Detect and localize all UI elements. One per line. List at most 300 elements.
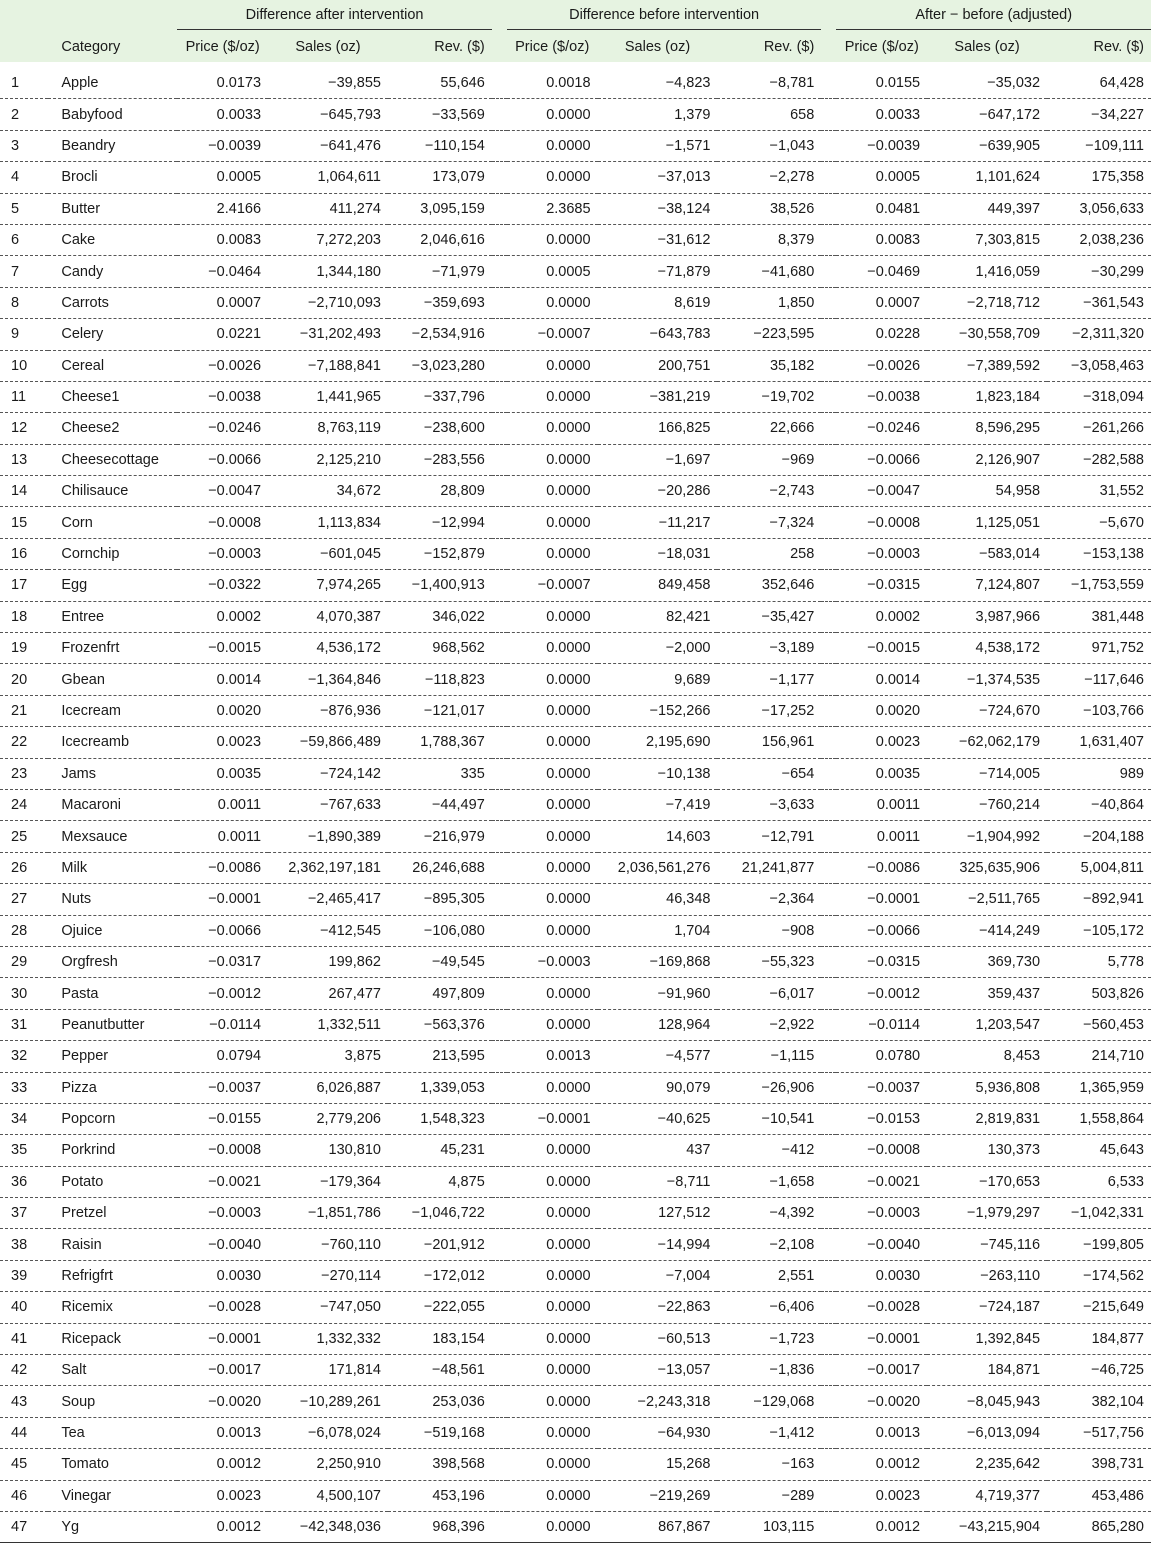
category-cell: Celery [48, 319, 177, 350]
sales-cell: −60,513 [598, 1323, 718, 1354]
column-gap [821, 633, 836, 664]
revenue-cell: −517,756 [1047, 1417, 1151, 1448]
category-column-header: Category [61, 39, 121, 55]
column-gap [492, 1386, 507, 1417]
sales-cell: 4,536,172 [268, 633, 388, 664]
price-cell: 0.0000 [507, 1511, 598, 1542]
sales-cell: 1,441,965 [268, 381, 388, 412]
revenue-cell: −3,058,463 [1047, 350, 1151, 381]
sales-cell: −2,465,417 [268, 884, 388, 915]
price-cell: 0.0012 [177, 1449, 268, 1480]
column-gap [821, 381, 836, 412]
column-gap [492, 633, 507, 664]
column-gap [492, 62, 507, 99]
sales-cell: −39,855 [268, 62, 388, 99]
column-gap [492, 1135, 507, 1166]
price-cell: −0.0315 [836, 946, 927, 977]
revenue-cell: 865,280 [1047, 1511, 1151, 1542]
revenue-cell: 31,552 [1047, 476, 1151, 507]
column-gap [492, 915, 507, 946]
price-cell: −0.0028 [177, 1292, 268, 1323]
price-cell: −0.0317 [177, 946, 268, 977]
revenue-cell: −48,561 [388, 1355, 492, 1386]
table-row [0, 758, 1151, 789]
price-cell: −0.0020 [177, 1386, 268, 1417]
sales-column-header: Sales (oz) [624, 39, 691, 55]
sales-cell: 128,964 [598, 1009, 718, 1040]
price-cell: −0.0322 [177, 570, 268, 601]
category-cell: Corn [48, 507, 177, 538]
table-row [0, 507, 1151, 538]
sales-cell: −760,110 [268, 1229, 388, 1260]
column-gap [821, 852, 836, 883]
revenue-cell: −1,043 [717, 130, 821, 161]
column-gap [821, 287, 836, 318]
sales-cell: 1,344,180 [268, 256, 388, 287]
table-row [0, 633, 1151, 664]
column-gap [821, 413, 836, 444]
row-number: 32 [0, 1041, 48, 1072]
price-cell: −0.0003 [507, 946, 598, 977]
price-cell: 0.0000 [507, 381, 598, 412]
price-cell: −0.0066 [836, 444, 927, 475]
sales-cell: 449,397 [927, 193, 1047, 224]
revenue-cell: −1,723 [717, 1323, 821, 1354]
revenue-cell: −3,023,280 [388, 350, 492, 381]
column-gap [821, 1323, 836, 1354]
sales-cell: −11,217 [598, 507, 718, 538]
sales-cell: −179,364 [268, 1166, 388, 1197]
revenue-cell: −33,569 [388, 99, 492, 130]
price-cell: −0.0464 [177, 256, 268, 287]
price-cell: 0.0002 [177, 601, 268, 632]
table-row [0, 1292, 1151, 1323]
revenue-cell: −318,094 [1047, 381, 1151, 412]
revenue-cell: −1,412 [717, 1417, 821, 1448]
revenue-cell: 1,558,864 [1047, 1103, 1151, 1134]
sales-cell: 4,500,107 [268, 1480, 388, 1511]
sales-cell: −6,013,094 [927, 1417, 1047, 1448]
sales-cell: 7,303,815 [927, 224, 1047, 255]
price-cell: 0.0000 [507, 1072, 598, 1103]
sales-cell: 2,235,642 [927, 1449, 1047, 1480]
revenue-cell: −519,168 [388, 1417, 492, 1448]
column-gap [492, 821, 507, 852]
category-cell: Potato [48, 1166, 177, 1197]
category-cell: Cornchip [48, 538, 177, 569]
sales-cell: 2,362,197,181 [268, 852, 388, 883]
table-row [0, 1260, 1151, 1291]
sales-cell: −13,057 [598, 1355, 718, 1386]
sales-cell: 7,974,265 [268, 570, 388, 601]
price-cell: 0.0000 [507, 1229, 598, 1260]
table-row [0, 130, 1151, 161]
sales-cell: 1,125,051 [927, 507, 1047, 538]
sales-cell: −381,219 [598, 381, 718, 412]
revenue-cell: −40,864 [1047, 789, 1151, 820]
price-cell: 0.0011 [177, 821, 268, 852]
sales-column-header: Sales (oz) [954, 39, 1020, 55]
sales-cell: 1,113,834 [268, 507, 388, 538]
sales-cell: −639,905 [927, 130, 1047, 161]
sales-cell: −35,032 [927, 62, 1047, 99]
sales-cell: −1,904,992 [927, 821, 1047, 852]
table-row [0, 1386, 1151, 1417]
sales-cell: 8,763,119 [268, 413, 388, 444]
price-cell: 0.0000 [507, 1323, 598, 1354]
column-gap [492, 570, 507, 601]
table-row [0, 319, 1151, 350]
price-cell: −0.0047 [836, 476, 927, 507]
revenue-cell: 2,046,616 [388, 224, 492, 255]
row-number: 19 [0, 633, 48, 664]
sales-cell: 166,825 [598, 413, 718, 444]
column-gap [492, 538, 507, 569]
row-number: 33 [0, 1072, 48, 1103]
revenue-cell: −129,068 [717, 1386, 821, 1417]
sales-cell: 5,936,808 [927, 1072, 1047, 1103]
sales-cell: 1,064,611 [268, 162, 388, 193]
column-gap [821, 1072, 836, 1103]
category-cell: Vinegar [48, 1480, 177, 1511]
table-row [0, 381, 1151, 412]
column-gap [821, 1166, 836, 1197]
row-number: 18 [0, 601, 48, 632]
price-cell: 0.0013 [177, 1417, 268, 1448]
row-number: 23 [0, 758, 48, 789]
revenue-cell: 658 [717, 99, 821, 130]
sales-cell: 867,867 [598, 1511, 718, 1542]
category-cell: Cheese2 [48, 413, 177, 444]
column-gap [821, 350, 836, 381]
revenue-cell: 45,643 [1047, 1135, 1151, 1166]
price-cell: 0.0000 [507, 1166, 598, 1197]
sales-cell: 2,819,831 [927, 1103, 1047, 1134]
row-number: 9 [0, 319, 48, 350]
revenue-cell: −46,725 [1047, 1355, 1151, 1386]
table-row [0, 1166, 1151, 1197]
column-gap [492, 727, 507, 758]
revenue-cell: −8,781 [717, 62, 821, 99]
row-number: 28 [0, 915, 48, 946]
revenue-cell: −282,588 [1047, 444, 1151, 475]
sales-cell: −152,266 [598, 695, 718, 726]
sales-cell: −7,004 [598, 1260, 718, 1291]
category-cell: Cereal [48, 350, 177, 381]
revenue-cell: 184,877 [1047, 1323, 1151, 1354]
revenue-cell: −1,115 [717, 1041, 821, 1072]
revenue-cell: −118,823 [388, 664, 492, 695]
price-cell: 0.0000 [507, 821, 598, 852]
column-gap [492, 1260, 507, 1291]
price-cell: 0.0000 [507, 695, 598, 726]
row-number: 47 [0, 1511, 48, 1542]
column-gap [821, 978, 836, 1009]
revenue-cell: 6,533 [1047, 1166, 1151, 1197]
column-gap [492, 946, 507, 977]
revenue-cell: 103,115 [717, 1511, 821, 1542]
row-number: 41 [0, 1323, 48, 1354]
price-cell: −0.0038 [836, 381, 927, 412]
sales-cell: 127,512 [598, 1198, 718, 1229]
table-row [0, 1355, 1151, 1386]
column-gap [821, 727, 836, 758]
price-cell: 0.0000 [507, 444, 598, 475]
price-cell: 0.0000 [507, 633, 598, 664]
price-cell: 0.0012 [836, 1449, 927, 1480]
revenue-cell: −3,633 [717, 789, 821, 820]
sales-cell: 411,274 [268, 193, 388, 224]
row-number: 14 [0, 476, 48, 507]
category-cell: Gbean [48, 664, 177, 695]
revenue-cell: 156,961 [717, 727, 821, 758]
category-cell: Candy [48, 256, 177, 287]
table-row [0, 350, 1151, 381]
revenue-column-header: Rev. ($) [763, 39, 815, 55]
sales-cell: −7,419 [598, 789, 718, 820]
column-gap [821, 1229, 836, 1260]
price-cell: −0.0153 [836, 1103, 927, 1134]
revenue-cell: −2,922 [717, 1009, 821, 1040]
column-gap [492, 476, 507, 507]
category-cell: Raisin [48, 1229, 177, 1260]
revenue-cell: −30,299 [1047, 256, 1151, 287]
revenue-cell: 5,004,811 [1047, 852, 1151, 883]
table-row [0, 1072, 1151, 1103]
price-cell: −0.0021 [177, 1166, 268, 1197]
table-row [0, 601, 1151, 632]
sales-cell: −14,994 [598, 1229, 718, 1260]
sales-cell: −724,670 [927, 695, 1047, 726]
revenue-cell: −2,278 [717, 162, 821, 193]
table-row [0, 1417, 1151, 1448]
column-gap [492, 319, 507, 350]
table-row [0, 256, 1151, 287]
price-cell: 0.0794 [177, 1041, 268, 1072]
row-number: 38 [0, 1229, 48, 1260]
sales-cell: −219,269 [598, 1480, 718, 1511]
revenue-cell: −201,912 [388, 1229, 492, 1260]
revenue-column-header: Rev. ($) [434, 39, 485, 55]
sales-cell: 46,348 [598, 884, 718, 915]
revenue-cell: −19,702 [717, 381, 821, 412]
revenue-cell: −7,324 [717, 507, 821, 538]
column-gap [492, 884, 507, 915]
price-cell: −0.0026 [836, 350, 927, 381]
table-row [0, 99, 1151, 130]
column-gap [821, 821, 836, 852]
row-number: 29 [0, 946, 48, 977]
revenue-cell: −361,543 [1047, 287, 1151, 318]
sales-column-header: Sales (oz) [295, 39, 361, 55]
column-gap [821, 946, 836, 977]
revenue-cell: 3,095,159 [388, 193, 492, 224]
table-row [0, 1323, 1151, 1354]
category-cell: Yg [48, 1511, 177, 1542]
sales-cell: 3,987,966 [927, 601, 1047, 632]
revenue-cell: −359,693 [388, 287, 492, 318]
sales-cell: 200,751 [598, 350, 718, 381]
revenue-cell: −289 [717, 1480, 821, 1511]
column-gap [492, 1009, 507, 1040]
column-gap [492, 664, 507, 695]
price-cell: 0.0000 [507, 1292, 598, 1323]
price-cell: 0.0020 [836, 695, 927, 726]
revenue-cell: 1,339,053 [388, 1072, 492, 1103]
revenue-cell: −41,680 [717, 256, 821, 287]
category-cell: Jams [48, 758, 177, 789]
sales-cell: −1,364,846 [268, 664, 388, 695]
revenue-cell: −204,188 [1047, 821, 1151, 852]
table-row [0, 570, 1151, 601]
revenue-cell: 8,379 [717, 224, 821, 255]
table-row [0, 978, 1151, 1009]
table-row [0, 1480, 1151, 1511]
sales-cell: −583,014 [927, 538, 1047, 569]
revenue-cell: −55,323 [717, 946, 821, 977]
sales-cell: 1,416,059 [927, 256, 1047, 287]
price-cell: −0.0001 [836, 884, 927, 915]
price-cell: −0.0026 [177, 350, 268, 381]
price-cell: 0.0000 [507, 758, 598, 789]
price-cell: 0.0000 [507, 1417, 598, 1448]
price-cell: 0.0000 [507, 1260, 598, 1291]
price-cell: 0.0000 [507, 350, 598, 381]
group-header-adjusted: After − before (adjusted) [836, 0, 1151, 32]
price-cell: −0.0086 [177, 852, 268, 883]
table-row [0, 946, 1151, 977]
sales-cell: −767,633 [268, 789, 388, 820]
revenue-cell: −106,080 [388, 915, 492, 946]
sales-cell: 2,779,206 [268, 1103, 388, 1134]
row-number: 12 [0, 413, 48, 444]
table-row [0, 1103, 1151, 1134]
sales-cell: −641,476 [268, 130, 388, 161]
column-gap [821, 1198, 836, 1229]
sales-cell: 8,453 [927, 1041, 1047, 1072]
column-gap [821, 884, 836, 915]
sales-cell: 15,268 [598, 1449, 718, 1480]
column-gap [821, 1009, 836, 1040]
category-cell: Butter [48, 193, 177, 224]
revenue-cell: 258 [717, 538, 821, 569]
price-cell: 0.0030 [177, 1260, 268, 1291]
sales-cell: −30,558,709 [927, 319, 1047, 350]
revenue-cell: −44,497 [388, 789, 492, 820]
column-gap [492, 695, 507, 726]
sales-cell: 184,871 [927, 1355, 1047, 1386]
sales-cell: −91,960 [598, 978, 718, 1009]
sales-cell: 7,124,807 [927, 570, 1047, 601]
sales-cell: −724,187 [927, 1292, 1047, 1323]
column-gap [492, 852, 507, 883]
column-gap [821, 538, 836, 569]
price-cell: 0.0023 [177, 727, 268, 758]
sales-cell: −2,718,712 [927, 287, 1047, 318]
revenue-cell: 28,809 [388, 476, 492, 507]
column-gap [821, 507, 836, 538]
sales-cell: −760,214 [927, 789, 1047, 820]
price-cell: 0.0011 [836, 789, 927, 820]
column-gap [492, 601, 507, 632]
revenue-cell: 183,154 [388, 1323, 492, 1354]
price-cell: 0.0018 [507, 62, 598, 99]
revenue-cell: 21,241,877 [717, 852, 821, 883]
revenue-cell: −654 [717, 758, 821, 789]
table-row [0, 695, 1151, 726]
price-cell: 0.0000 [507, 789, 598, 820]
price-cell: −0.0012 [836, 978, 927, 1009]
price-cell: −0.0021 [836, 1166, 927, 1197]
column-gap [492, 224, 507, 255]
row-number: 42 [0, 1355, 48, 1386]
sales-cell: −6,078,024 [268, 1417, 388, 1448]
column-gap [492, 1417, 507, 1448]
price-cell: 0.0002 [836, 601, 927, 632]
revenue-cell: −4,392 [717, 1198, 821, 1229]
sales-cell: 130,810 [268, 1135, 388, 1166]
revenue-cell: 398,568 [388, 1449, 492, 1480]
price-cell: −0.0315 [836, 570, 927, 601]
revenue-cell: 26,246,688 [388, 852, 492, 883]
row-number: 43 [0, 1386, 48, 1417]
price-cell: 0.0000 [507, 852, 598, 883]
price-cell: 0.0030 [836, 1260, 927, 1291]
sales-cell: −4,577 [598, 1041, 718, 1072]
category-cell: Mexsauce [48, 821, 177, 852]
price-cell: −0.0040 [836, 1229, 927, 1260]
revenue-cell: 213,595 [388, 1041, 492, 1072]
price-cell: 0.0000 [507, 538, 598, 569]
table-row [0, 1449, 1151, 1480]
price-cell: 0.0014 [177, 664, 268, 695]
sales-cell: −31,202,493 [268, 319, 388, 350]
sales-cell: 4,538,172 [927, 633, 1047, 664]
table-header [0, 0, 1151, 62]
price-cell: 0.0005 [507, 256, 598, 287]
column-gap [821, 162, 836, 193]
category-cell: Refrigfrt [48, 1260, 177, 1291]
column-gap [492, 444, 507, 475]
sales-cell: −876,936 [268, 695, 388, 726]
sales-cell: −71,879 [598, 256, 718, 287]
revenue-cell: −10,541 [717, 1103, 821, 1134]
sales-cell: −270,114 [268, 1260, 388, 1291]
price-cell: 0.0000 [507, 1135, 598, 1166]
revenue-cell: 4,875 [388, 1166, 492, 1197]
row-number: 45 [0, 1449, 48, 1480]
table-row [0, 1511, 1151, 1542]
price-cell: 0.0035 [836, 758, 927, 789]
revenue-cell: 5,778 [1047, 946, 1151, 977]
price-cell: 0.0000 [507, 664, 598, 695]
price-cell: −0.0003 [836, 1198, 927, 1229]
price-column-header: Price ($/oz) [844, 39, 919, 55]
price-cell: 0.0000 [507, 1009, 598, 1040]
column-gap [821, 476, 836, 507]
sales-cell: −647,172 [927, 99, 1047, 130]
revenue-cell: −71,979 [388, 256, 492, 287]
sales-cell: −37,013 [598, 162, 718, 193]
price-cell: 0.0000 [507, 915, 598, 946]
revenue-cell: −6,406 [717, 1292, 821, 1323]
sales-cell: 1,379 [598, 99, 718, 130]
sales-cell: −414,249 [927, 915, 1047, 946]
row-number: 13 [0, 444, 48, 475]
price-cell: −0.0008 [836, 1135, 927, 1166]
price-cell: 0.0000 [507, 130, 598, 161]
column-gap [821, 1386, 836, 1417]
